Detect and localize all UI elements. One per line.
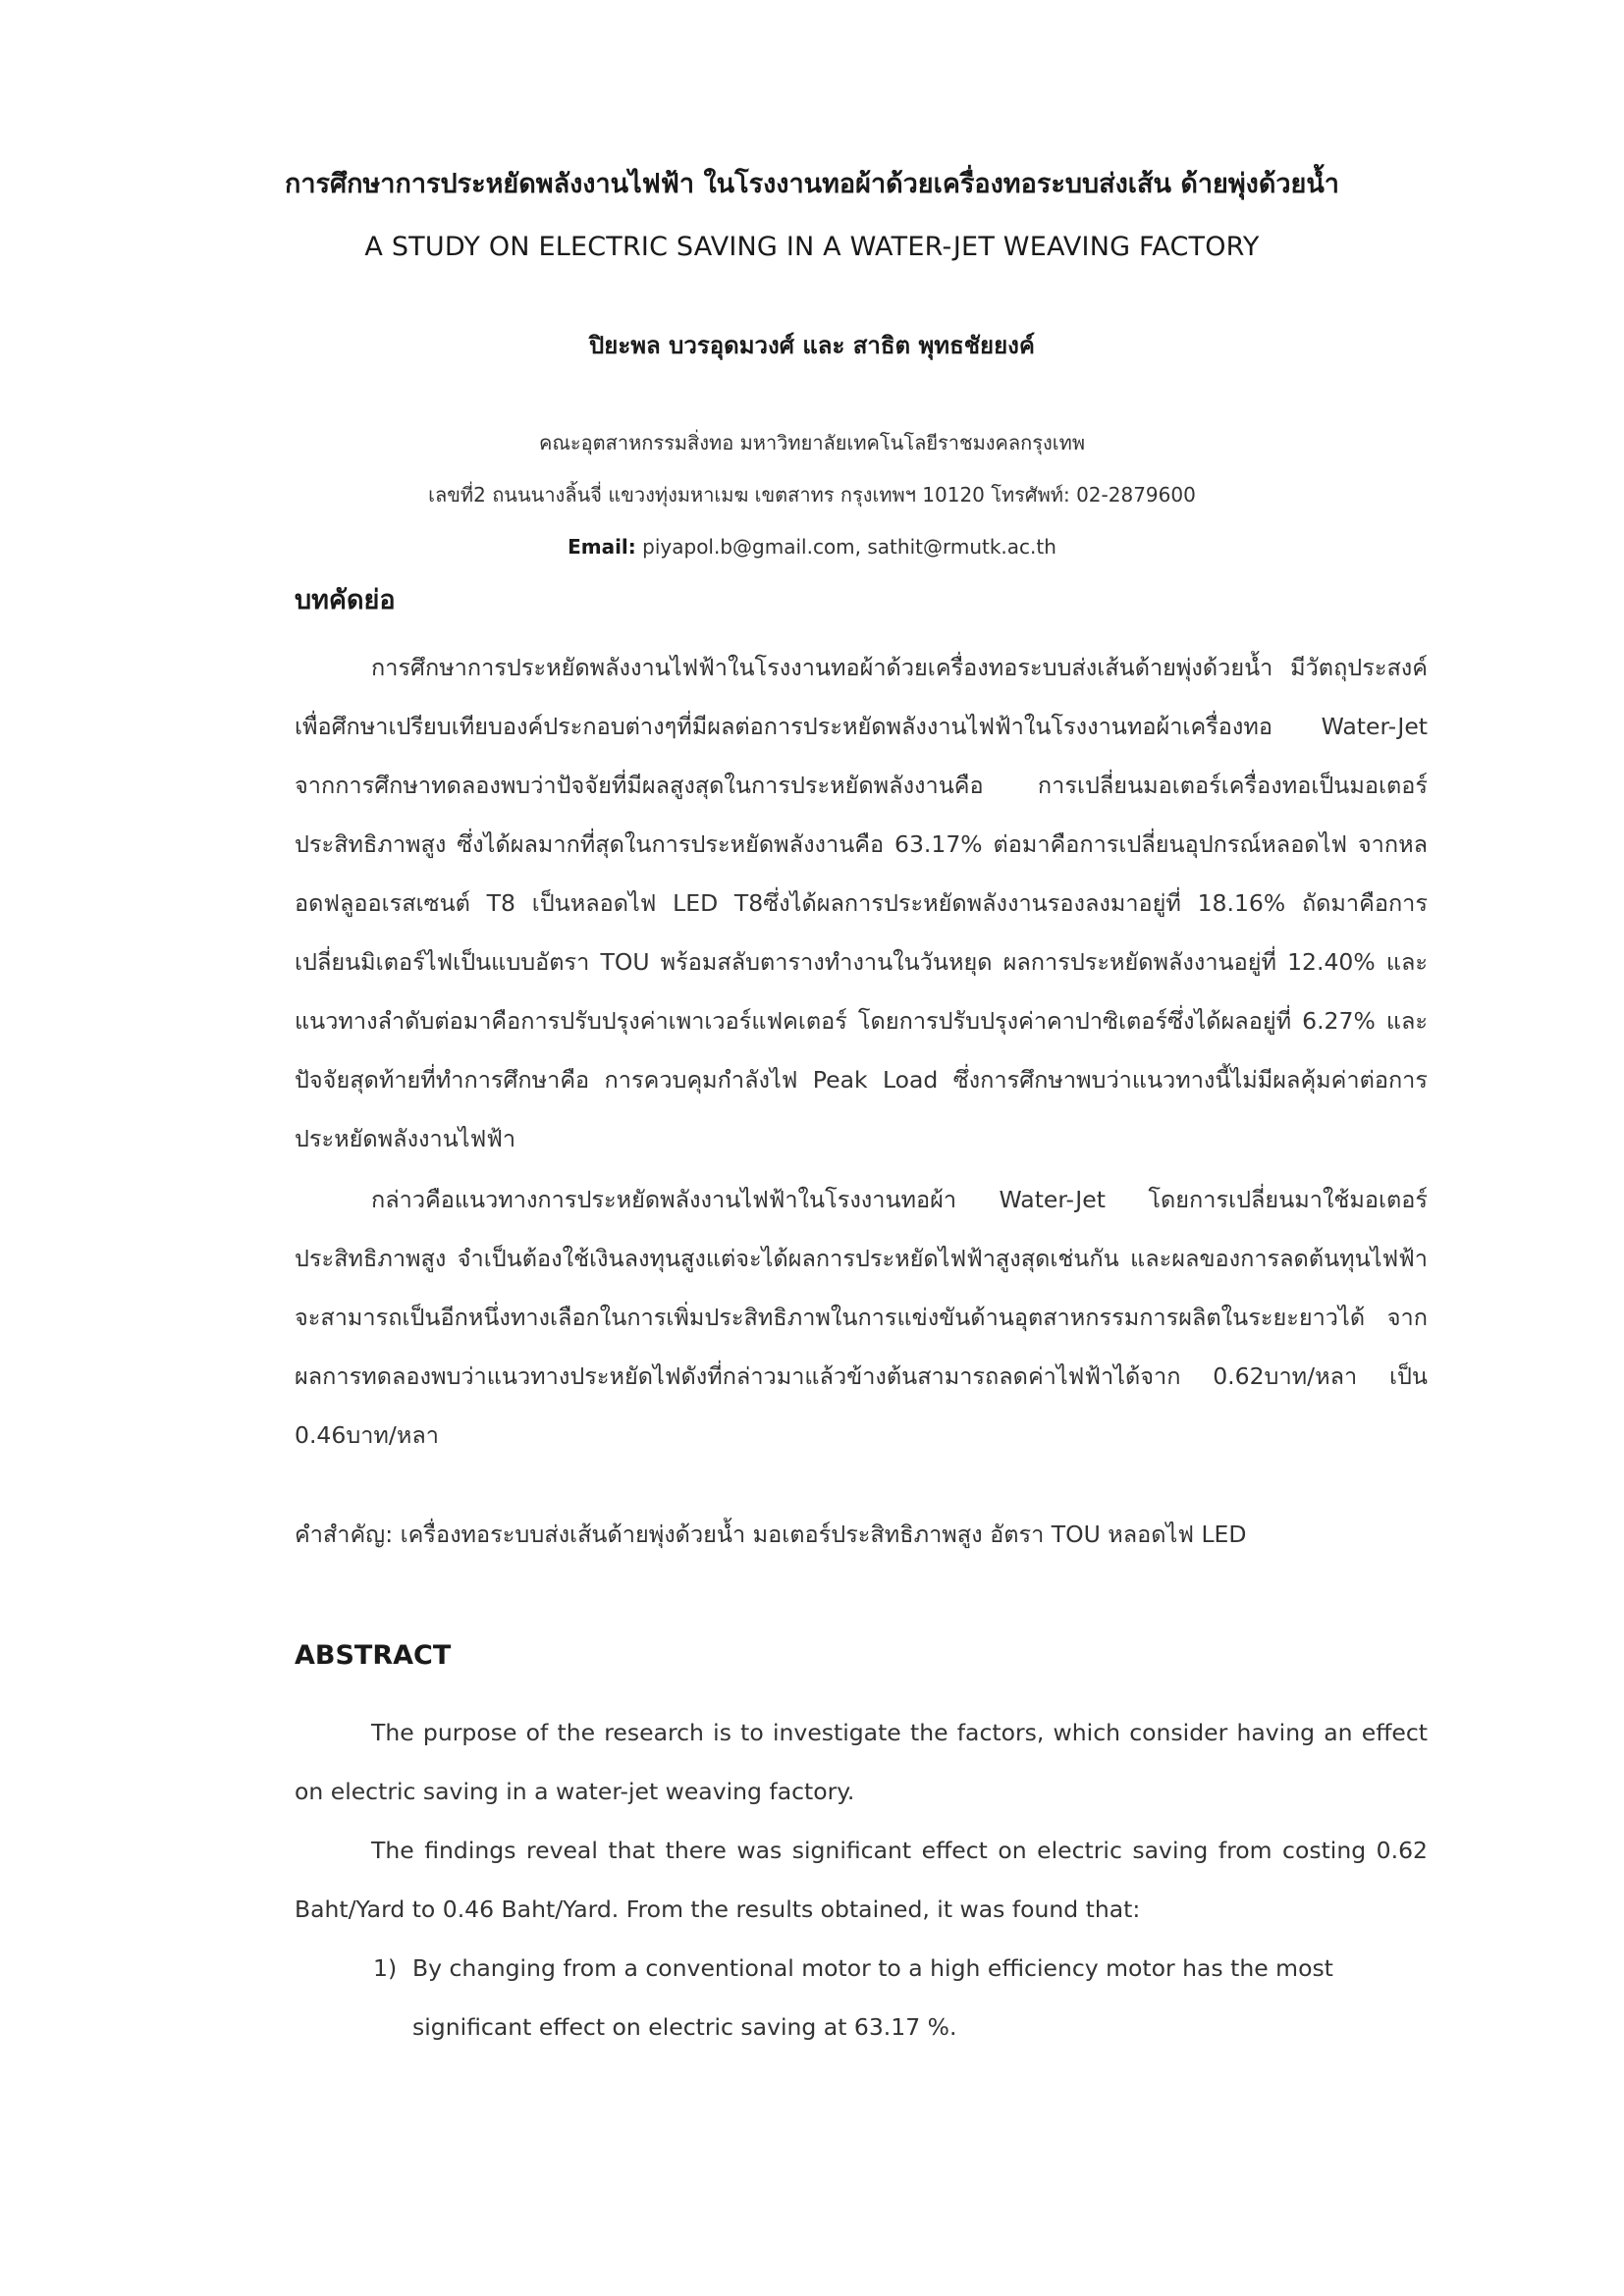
abstract-thai-paragraph-1 [295, 638, 1428, 1168]
list-item-text: By changing from a conventional motor to a high efficiency motor has the most significant effect on electric saving at 63.17 %. [412, 1954, 1333, 2041]
email-addresses: piyapol.b@gmail.com, sathit@rmutk.ac.th [642, 535, 1056, 559]
abstract-english-paragraph-2 [295, 1821, 1428, 1939]
abstract-english-heading: ABSTRACT [295, 1640, 452, 1671]
affiliation-address: เลขที่2 ถนนนางลิ้นจี่ แขวงทุ่งมหาเมฆ เขตสาทร กรุงเทพฯ 10120 โทรศัพท์: 02-2879600 [428, 483, 1196, 507]
paper-title-thai: การศึกษาการประหยัดพลังงานไฟฟ้า ในโรงงานทอผ้าด้วยเครื่องทอระบบส่งเส้น ด้ายพุ่งด้วยน้ำ [285, 169, 1339, 199]
abstract-english-paragraph-1-text: The purpose of the research is to investigate the factors, which consider having an effect on electric saving in a water-jet weaving factory. [295, 1719, 1428, 1805]
abstract-thai-paragraph-2-text: กล่าวคือแนวทางการประหยัดพลังงานไฟฟ้าในโรงงานทอผ้า Water-Jet โดยการเปลี่ยนมาใช้มอเตอร์ประสิทธิภาพสูง จำเป็นต้องใช้เงินลงทุนสูงแต่จะได้ผลการประหยัดไฟฟ้าสูงสุดเช่นกัน และผลของการลดต้นทุนไฟฟ้าจะสามารถเป็นอีกหนึ่งทางเลือกในการเพิ่มประสิทธิภาพในการแข่งขันด้านอุตสาหกรรมการผลิตในระยะยาวได้ จากผลการทดลองพบว่าแนวทางประหยัดไฟดังที่กล่าวมาแล้วข้างต้นสามารถลดค่าไฟฟ้าได้จาก 0.62บาท/หลา เป็น 0.46บาท/หลา [295, 1186, 1428, 1449]
abstract-english-paragraph-1 [295, 1703, 1428, 1821]
abstract-thai-paragraph-2 [295, 1170, 1428, 1465]
abstract-english-paragraph-2-text: The findings reveal that there was significant effect on electric saving from costing 0.62 Baht/Yard to 0.46 Baht/Yard. From the results obtained, it was found that: [295, 1837, 1428, 1923]
affiliation-faculty: คณะอุตสาหกรรมสิ่งทอ มหาวิทยาลัยเทคโนโลยีราชมงคลกรุงเทพ [538, 431, 1085, 454]
keywords: คำสำคัญ: เครื่องทอระบบส่งเส้นด้ายพุ่งด้วยน้ำ มอเตอร์ประสิทธิภาพสูง อัตรา TOU หลอดไฟ LED [295, 1521, 1247, 1548]
abstract-thai-heading: บทคัดย่อ [295, 585, 396, 615]
findings-list-item [373, 1939, 1428, 2056]
affiliation-email [196, 532, 1428, 561]
abstract-thai-paragraph-1-text: การศึกษาการประหยัดพลังงานไฟฟ้าในโรงงานทอผ้าด้วยเครื่องทอระบบส่งเส้นด้ายพุ่งด้วยน้ำ มีวัตถุประสงค์เพื่อศึกษาเปรียบเทียบองค์ประกอบต่างๆที่มีผลต่อการประหยัดพลังงานไฟฟ้าในโรงงานทอผ้าเครื่องทอ Water-Jet จากการศึกษาทดลองพบว่าปัจจัยที่มีผลสูงสุดในการประหยัดพลังงานคือ การเปลี่ยนมอเตอร์เครื่องทอเป็นมอเตอร์ประสิทธิภาพสูง ซึ่งได้ผลมากที่สุดในการประหยัดพลังงานคือ 63.17% ต่อมาคือการเปลี่ยนอุปกรณ์หลอดไฟ จากหลอดฟลูออเรสเซนต์ T8 เป็นหลอดไฟ LED T8ซึ่งได้ผลการประหยัดพลังงานรองลงมาอยู่ที่ 18.16% ถัดมาคือการเปลี่ยนมิเตอร์ไฟเป็นแบบอัตรา TOU พร้อมสลับตารางทำงานในวันหยุด ผลการประหยัดพลังงานอยู่ที่ 12.40% และแนวทางลำดับต่อมาคือการปรับปรุงค่าเพาเวอร์แฟคเตอร์ โดยการปรับปรุงค่าคาปาซิเตอร์ซึ่งได้ผลอยู่ที่ 6.27% และปัจจัยสุดท้ายที่ทำการศึกษาคือ การควบคุมกำลังไฟ Peak Load ซึ่งการศึกษาพบว่าแนวทางนี้ไม่มีผลคุ้มค่าต่อการประหยัดพลังงานไฟฟ้า [295, 654, 1428, 1152]
authors: ปิยะพล บวรอุดมวงศ์ และ สาธิต พุทธชัยยงค์ [589, 332, 1035, 359]
paper-title-english: A STUDY ON ELECTRIC SAVING IN A WATER-JET WEAVING FACTORY [364, 232, 1260, 262]
list-item-number: 1) [373, 1954, 398, 1982]
email-label: Email: [568, 535, 636, 559]
